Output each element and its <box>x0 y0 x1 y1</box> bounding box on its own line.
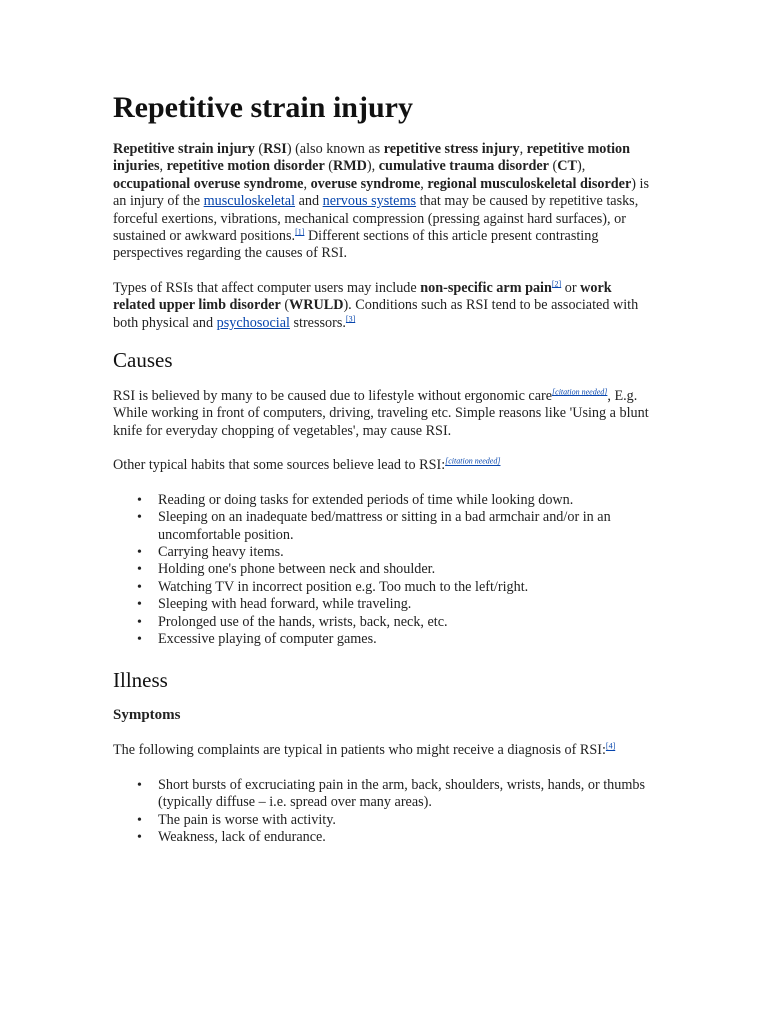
text: ), <box>366 158 379 175</box>
term-bold: repetitive stress injury <box>383 141 520 157</box>
text: Different sections of this article present contrasting perspectives regarding the causes of RSI. <box>113 228 599 262</box>
text: ( <box>548 158 558 175</box>
bullet-icon: • <box>137 829 142 845</box>
link-psychosocial[interactable]: psychosocial <box>216 314 290 331</box>
reference-3-link[interactable]: [3] <box>345 313 356 323</box>
bullet-icon: • <box>137 631 142 647</box>
text: , <box>519 141 527 157</box>
section-heading-illness: Illness <box>113 668 168 693</box>
text: ). Conditions such as RSI tend to be associated with both physical and <box>113 297 639 331</box>
list-item <box>137 776 656 812</box>
text: , <box>303 175 311 192</box>
habits-paragraph <box>113 457 656 474</box>
list-item <box>137 630 656 648</box>
list-item-text: Weakness, lack of endurance. <box>158 828 326 845</box>
list-item-text: Prolonged use of the hands, wrists, back, neck, etc. <box>158 613 448 630</box>
types-paragraph <box>113 280 656 332</box>
term-bold: repetitive motion injuries <box>113 141 631 175</box>
bullet-icon: • <box>137 544 142 560</box>
symptoms-paragraph <box>113 742 656 759</box>
list-item-text: Watching TV in incorrect position e.g. Too much to the left/right. <box>158 578 529 595</box>
term-bold: work related upper limb disorder <box>113 279 612 314</box>
symptoms-list <box>113 777 656 847</box>
list-item <box>137 491 656 509</box>
term-bold: CT <box>557 158 577 175</box>
term-bold: RSI <box>263 141 287 157</box>
list-item-text: Carrying heavy items. <box>158 543 284 560</box>
bullet-icon: • <box>137 597 142 613</box>
text: stressors. <box>289 314 346 331</box>
section-heading-causes: Causes <box>113 348 173 373</box>
link-musculoskeletal[interactable]: musculoskeletal <box>203 193 296 210</box>
bullet-icon: • <box>137 777 142 793</box>
link-nervous-systems[interactable]: nervous systems <box>322 193 417 210</box>
text: RSI is believed by many to be caused due to lifestyle without ergonomic care <box>113 388 553 405</box>
bullet-icon: • <box>137 579 142 595</box>
citation-needed[interactable] <box>552 387 607 396</box>
bullet-icon: • <box>137 492 142 508</box>
bullet-icon: • <box>137 614 142 630</box>
text: , E.g. While working in front of computers, driving, traveling etc. Simple reasons like 'Using a blunt knife for everyday chopping of vegetables', may cause RSI. <box>113 388 649 439</box>
text: ) is an injury of the <box>113 175 649 210</box>
term-bold: overuse syndrome <box>310 175 421 192</box>
list-item-text: Sleeping with head forward, while traveling. <box>158 596 412 613</box>
list-item <box>137 811 656 829</box>
citation-needed-link[interactable]: [citation needed] <box>552 387 608 397</box>
list-item <box>137 613 656 631</box>
text: ) (also known as <box>286 141 384 157</box>
text: ), <box>576 158 586 175</box>
term-bold: Repetitive strain injury <box>113 141 255 157</box>
list-item <box>137 596 656 613</box>
intro-paragraph <box>113 141 656 263</box>
list-item-text: Short bursts of excruciating pain in the arm, back, shoulders, wrists, hands, or thumbs (typically diffuse – i.e. spread over many areas). <box>158 776 646 811</box>
text: that may be caused by repetitive tasks, forceful exertions, vibrations, mechanical compression (pressing against hard surfaces), or sustained or awkward positions. <box>113 193 639 245</box>
term-bold: RMD <box>333 158 367 175</box>
text: The following complaints are typical in patients who might receive a diagnosis of RSI: <box>113 742 606 759</box>
text: and <box>295 193 323 210</box>
list-item <box>137 828 656 846</box>
text: Types of RSIs that affect computer users may include <box>113 279 421 296</box>
list-item <box>137 578 656 596</box>
citation-needed[interactable] <box>445 457 500 466</box>
reference-2[interactable] <box>552 279 561 288</box>
list-item-text: Reading or doing tasks for extended periods of time while looking down. <box>158 491 574 508</box>
subsection-heading-symptoms: Symptoms <box>113 707 181 724</box>
list-item-text: The pain is worse with activity. <box>158 811 336 828</box>
list-item-text: Sleeping on an inadequate bed/mattress or sitting in a bad armchair and/or in an uncomfortable position. <box>158 509 611 543</box>
term-bold: repetitive motion disorder <box>166 158 325 175</box>
causes-paragraph <box>113 388 656 440</box>
reference-3[interactable] <box>346 314 355 323</box>
term-bold: regional musculoskeletal disorder <box>427 175 632 192</box>
text: , <box>420 175 428 192</box>
term-bold: non-specific arm pain <box>420 279 552 296</box>
bullet-icon: • <box>137 812 142 828</box>
term-bold: occupational overuse syndrome <box>113 175 304 192</box>
reference-1-link[interactable]: [1] <box>295 227 305 237</box>
list-item-text: Holding one's phone between neck and shoulder. <box>158 561 436 578</box>
text: ( <box>280 297 290 314</box>
reference-1[interactable] <box>295 227 304 236</box>
text: Other typical habits that some sources believe lead to RSI: <box>113 457 446 474</box>
reference-2-link[interactable]: [2] <box>551 279 562 289</box>
text: ( <box>254 141 264 157</box>
reference-4-link[interactable]: [4] <box>605 741 616 751</box>
citation-needed-link[interactable]: [citation needed] <box>445 456 501 466</box>
text: , <box>159 158 167 175</box>
term-bold: cumulative trauma disorder <box>378 158 549 175</box>
list-item <box>137 509 656 544</box>
habits-list <box>113 492 656 649</box>
list-item <box>137 561 656 578</box>
term-bold: WRULD <box>289 297 344 314</box>
bullet-icon: • <box>137 562 142 578</box>
bullet-icon: • <box>137 510 142 526</box>
page-title: Repetitive strain injury <box>113 91 413 124</box>
text: ( <box>324 158 334 175</box>
list-item <box>137 543 656 561</box>
list-item-text: Excessive playing of computer games. <box>158 630 377 647</box>
reference-4[interactable] <box>606 742 615 751</box>
text: or <box>561 279 581 296</box>
